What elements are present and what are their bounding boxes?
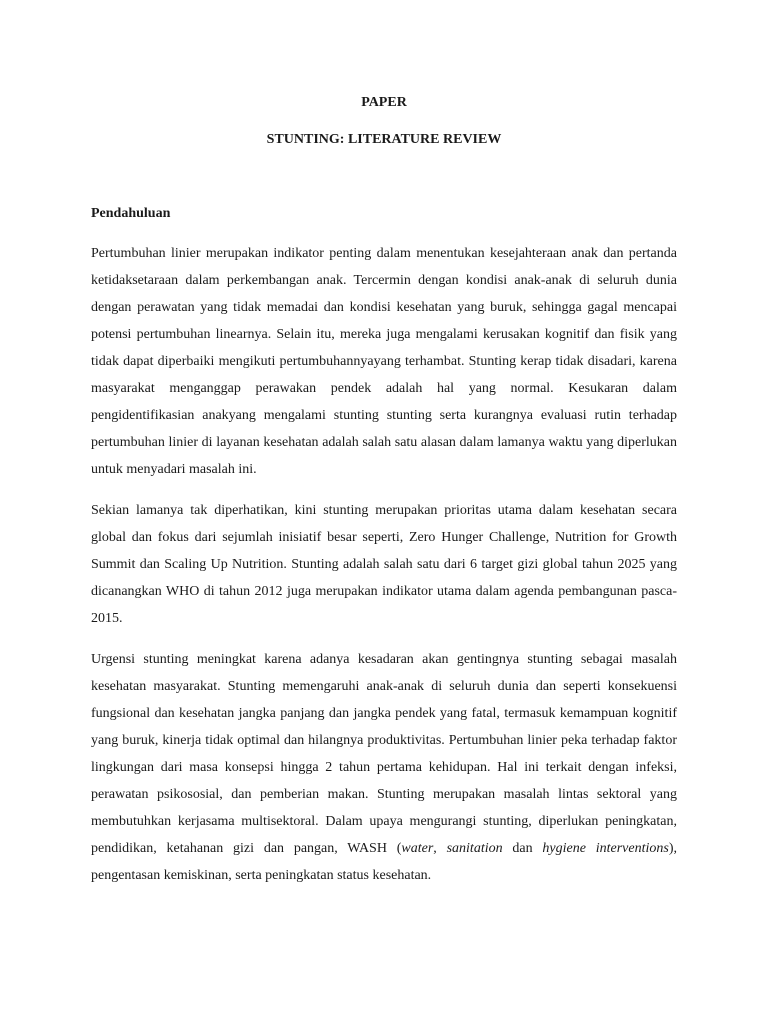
paragraph-3-text: Urgensi stunting meningkat karena adanya kesadaran akan gentingnya stunting sebagai masalah kesehatan masyarakat. Stunting memengaruhi anak-anak di seluruh dunia dan seperti konsekuensi fungsional dan kesehatan jangka panjang dan jangka pendek yang fatal, termasuk kemampuan kognitif yang buruk, kinerja tidak optimal dan hilangnya produktivitas. Pertumbuhan linier peka terhadap faktor lingkungan dari masa konsepsi hingga 2 tahun pertama kehidupan. Hal ini terkait dengan infeksi, perawatan psikososial, dan pemberian makan. Stunting merupakan masalah lintas sektoral yang membutuhkan kerjasama multisektoral. Dalam upaya mengurangi stunting, diperlukan peningkatan, pendidikan, ketahanan gizi dan pangan, WASH ( [91,652,677,856]
paragraph-3-ending: ), pengentasan kemiskinan, serta peningkatan status kesehatan. [91,841,677,883]
paragraph-3-separator-2: dan [502,841,543,856]
term-sanitation: sanitation [446,841,503,856]
paragraph-3 [91,646,677,889]
term-hygiene-interventions: hygiene interventions [542,841,669,856]
document-heading: PAPER [361,95,407,110]
document-title: STUNTING: LITERATURE REVIEW [266,132,502,147]
document-body [91,240,677,889]
paragraph-1: Pertumbuhan linier merupakan indikator penting dalam menentukan kesejahteraan anak dan pertanda ketidaksetaraan dalam perkembangan anak. Tercermin dengan kondisi anak-anak di seluruh dunia dengan perawatan yang tidak memadai dan kondisi kesehatan yang buruk, sehingga gagal mencapai potensi pertumbuhan linearnya. Selain itu, mereka juga mengalami kerusakan kognitif dan fisik yang tidak dapat diperbaiki mengikuti pertumbuhannyayang terhambat. Stunting kerap tidak disadari, karena masyarakat menganggap perawakan pendek adalah hal yang normal. Kesukaran dalam pengidentifikasian anakyang mengalami stunting stunting serta kurangnya evaluasi rutin terhadap pertumbuhan linier di layanan kesehatan adalah salah satu alasan dalam lamanya waktu yang diperlukan untuk menyadari masalah ini. [91,246,677,477]
term-water: water [401,841,434,856]
section-title: Pendahuluan [91,206,171,221]
paragraph-2: Sekian lamanya tak diperhatikan, kini stunting merupakan prioritas utama dalam kesehatan secara global dan fokus dari sejumlah inisiatif besar seperti, Zero Hunger Challenge, Nutrition for Growth Summit dan Scaling Up Nutrition. Stunting adalah salah satu dari 6 target gizi global tahun 2025 yang dicanangkan WHO di tahun 2012 juga merupakan indikator utama dalam agenda pembangunan pasca-2015. [91,503,677,626]
paragraph-3-separator-1: , [433,841,447,856]
